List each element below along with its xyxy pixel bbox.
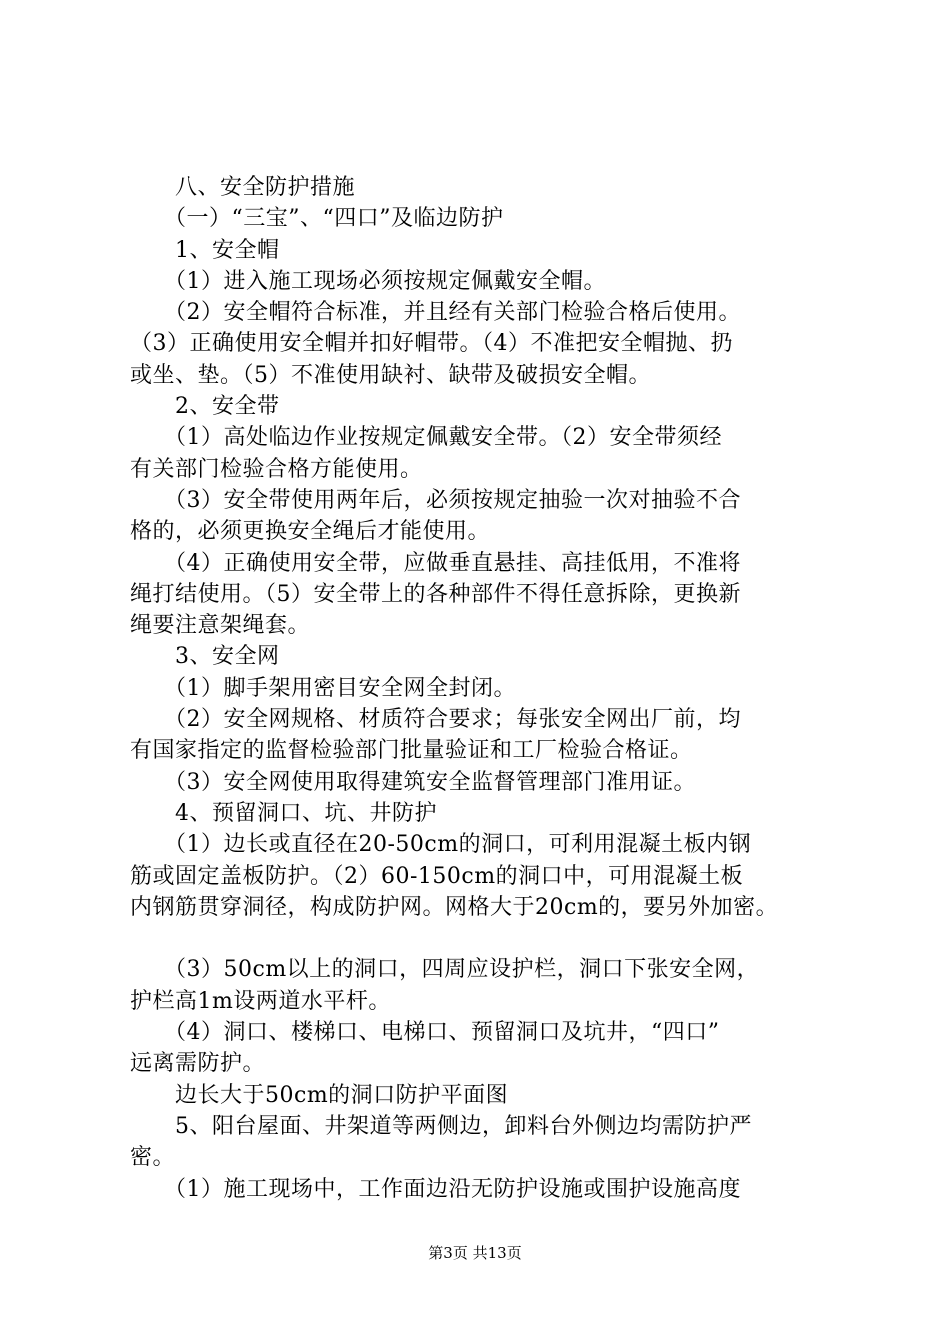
item-heading: 5、阳台屋面、井架道等两侧边，卸料台外侧边均需防护严: [130, 1113, 752, 1139]
text-line: （1）高处临边作业按规定佩戴安全带。（2）安全带须经: [130, 425, 722, 451]
text-line: （1）进入施工现场必须按规定佩戴安全帽。: [130, 268, 606, 294]
text-line: （2）安全网规格、材质符合要求；每张安全网出厂前，均: [130, 707, 741, 733]
subsection-heading: （一）“三宝”、“四口”及临边防护: [130, 206, 504, 232]
text-line: （1）施工现场中，工作面边沿无防护设施或围护设施高度: [130, 1176, 741, 1202]
text-line: （4）正确使用安全带，应做垂直悬挂、高挂低用，不准将: [130, 550, 741, 576]
item-heading: 4、预留洞口、坑、井防护: [130, 800, 437, 826]
text-line: 护栏高1m设两道水平杆。: [130, 988, 391, 1014]
text-line: （3）安全网使用取得建筑安全监督管理部门准用证。: [130, 769, 696, 795]
section-heading: 八、安全防护措施: [130, 175, 356, 200]
text-line: （3）安全带使用两年后，必须按规定抽验一次对抽验不合: [130, 487, 741, 513]
text-line: 内钢筋贯穿洞径，构成防护网。网格大于20cm的，要另外加密。: [130, 894, 779, 920]
text-line: （4）洞口、楼梯口、电梯口、预留洞口及坑井，“四口”: [130, 1020, 720, 1046]
text-line: 筋或固定盖板防护。（2）60-150cm的洞口中，可用混凝土板: [130, 863, 744, 889]
text-line: 密。: [130, 1145, 176, 1171]
item-heading: 1、安全帽: [130, 237, 280, 263]
text-line: （1）脚手架用密目安全网全封闭。: [130, 675, 516, 701]
blank-line: [130, 923, 835, 954]
text-line: 远离需防护。: [130, 1051, 266, 1077]
text-line: （1）边长或直径在20-50cm的洞口，可利用混凝土板内钢: [130, 832, 752, 858]
text-line: 或坐、垫。（5）不准使用缺衬、缺带及破损安全帽。: [130, 362, 651, 388]
text-line: 有国家指定的监督检验部门批量验证和工厂检验合格证。: [130, 738, 693, 764]
item-heading: 3、安全网: [130, 644, 280, 670]
text-line: （3）50cm以上的洞口，四周应设护栏，洞口下张安全网，: [130, 957, 760, 983]
item-heading: 2、安全带: [130, 394, 280, 420]
text-line: （3）正确使用安全帽并扣好帽带。（4）不准把安全帽抛、扔: [130, 331, 733, 357]
body-text: [130, 172, 835, 1205]
figure-caption: 边长大于50cm的洞口防护平面图: [130, 1082, 509, 1108]
text-line: 绳要注意架绳套。: [130, 613, 311, 639]
text-line: 格的，必须更换安全绳后才能使用。: [130, 519, 491, 545]
text-line: 有关部门检验合格方能使用。: [130, 456, 423, 482]
text-line: 绳打结使用。（5）安全带上的各种部件不得任意拆除，更换新: [130, 581, 741, 607]
page-number-footer: 第3页 共13页: [428, 1244, 522, 1262]
text-line: （2）安全帽符合标准，并且经有关部门检验合格后使用。: [130, 300, 741, 326]
